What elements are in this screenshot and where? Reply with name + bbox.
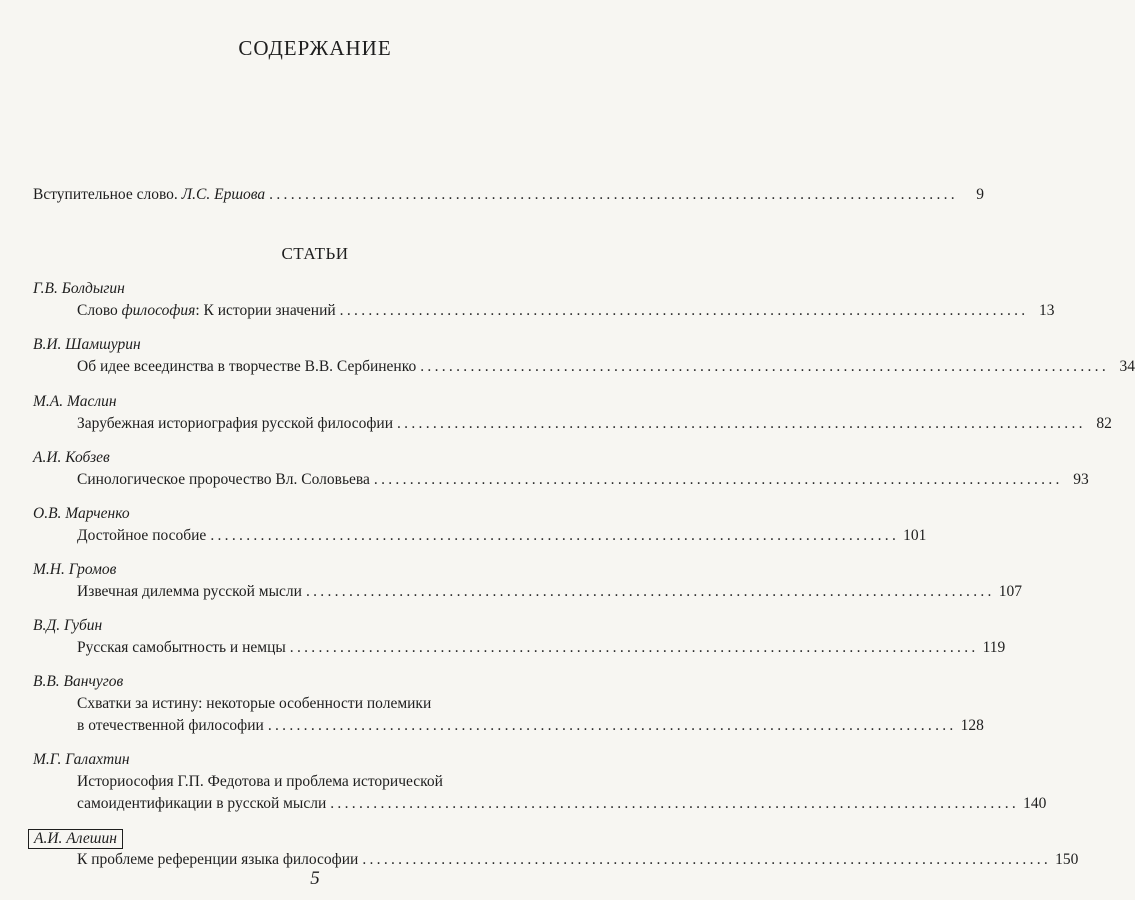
toc-page-number: 150 bbox=[1055, 851, 1079, 868]
toc-entry-title-line2: в отечественной философии bbox=[77, 717, 264, 734]
toc-entry[interactable] bbox=[77, 795, 1047, 813]
toc-entry-title: Зарубежная историография русской философии bbox=[77, 415, 393, 432]
toc-intro-line[interactable] bbox=[33, 186, 984, 204]
toc-author: В.И. Шамшурин bbox=[33, 336, 141, 353]
toc-page-number: 128 bbox=[960, 717, 984, 734]
toc-entry-title-suffix: : К истории значений bbox=[195, 302, 336, 319]
dot-leader: ................................................................................................ bbox=[330, 795, 1020, 812]
toc-page-number: 34 bbox=[1119, 358, 1135, 375]
toc-page-number: 13 bbox=[1038, 302, 1055, 319]
dot-leader: ................................................................................................ bbox=[305, 583, 995, 600]
toc-page-number: 119 bbox=[982, 639, 1006, 656]
toc-entry[interactable] bbox=[77, 527, 927, 545]
toc-entry-title-prefix: Слово bbox=[77, 302, 122, 319]
toc-entry[interactable] bbox=[77, 639, 1006, 657]
dot-leader: ................................................................................................ bbox=[420, 358, 1110, 375]
toc-page-number: 93 bbox=[1073, 471, 1089, 488]
toc-entry-title: Синологическое пророчество Вл. Соловьева bbox=[77, 471, 370, 488]
toc-author: О.В. Марченко bbox=[33, 505, 130, 522]
dot-leader: ................................................................................................ bbox=[269, 186, 958, 203]
toc-intro-label: Вступительное слово. bbox=[33, 186, 178, 203]
toc-entry[interactable] bbox=[77, 851, 1079, 869]
toc-author-boxed: А.И. Алешин bbox=[28, 829, 123, 849]
toc-page-number: 101 bbox=[903, 527, 927, 544]
toc-entry-title: Об идее всеединства в творчестве В.В. Сербиненко bbox=[77, 358, 417, 375]
toc-page-number: 9 bbox=[976, 186, 984, 203]
toc-entry[interactable] bbox=[77, 471, 1089, 489]
toc-entry-title-line1[interactable]: Историософия Г.П. Федотова и проблема исторической bbox=[77, 773, 443, 790]
toc-entry-title: Извечная дилемма русской мысли bbox=[77, 583, 302, 600]
dot-leader: ................................................................................................ bbox=[339, 302, 1029, 319]
dot-leader: ................................................................................................ bbox=[373, 471, 1063, 488]
toc-entry-title-italic: философия bbox=[121, 302, 196, 319]
page-folio: 5 bbox=[310, 868, 320, 889]
dot-leader: ................................................................................................ bbox=[289, 639, 979, 656]
toc-entry[interactable] bbox=[77, 358, 1135, 376]
toc-entry[interactable] bbox=[77, 717, 984, 735]
toc-intro-author: Л.С. Ершова bbox=[181, 186, 266, 203]
toc-page-number: 82 bbox=[1096, 415, 1112, 432]
dot-leader: ................................................................................................ bbox=[267, 717, 957, 734]
toc-entry-title: Достойное пособие bbox=[77, 527, 207, 544]
dot-leader: ................................................................................................ bbox=[210, 527, 900, 544]
toc-author: В.Д. Губин bbox=[33, 617, 103, 634]
toc-entry-title-line1[interactable]: Схватки за истину: некоторые особенности полемики bbox=[77, 695, 432, 712]
toc-author: А.И. Кобзев bbox=[33, 449, 110, 466]
page-title: СОДЕРЖАНИЕ bbox=[238, 36, 392, 60]
toc-entry[interactable] bbox=[77, 302, 1055, 320]
section-heading: СТАТЬИ bbox=[281, 244, 349, 263]
dot-leader: ................................................................................................ bbox=[362, 851, 1052, 868]
toc-author: В.В. Ванчугов bbox=[33, 673, 124, 690]
toc-entry[interactable] bbox=[77, 583, 1022, 601]
toc-entry-title: Русская самобытность и немцы bbox=[77, 639, 286, 656]
toc-page-number: 140 bbox=[1023, 795, 1047, 812]
dot-leader: ................................................................................................ bbox=[397, 415, 1086, 432]
toc-author: М.Г. Галахтин bbox=[33, 751, 130, 768]
toc-page-number: 107 bbox=[998, 583, 1022, 600]
toc-author: Г.В. Болдыгин bbox=[33, 280, 125, 297]
toc-entry-title-line2: самоидентификации в русской мысли bbox=[77, 795, 327, 812]
toc-entry-title: К проблеме референции языка философии bbox=[77, 851, 359, 868]
toc-intro-text bbox=[33, 186, 265, 204]
toc-author: М.А. Маслин bbox=[33, 393, 117, 410]
toc-author: М.Н. Громов bbox=[33, 561, 117, 578]
toc-entry[interactable] bbox=[77, 415, 1112, 433]
toc-entry-title bbox=[77, 302, 336, 320]
